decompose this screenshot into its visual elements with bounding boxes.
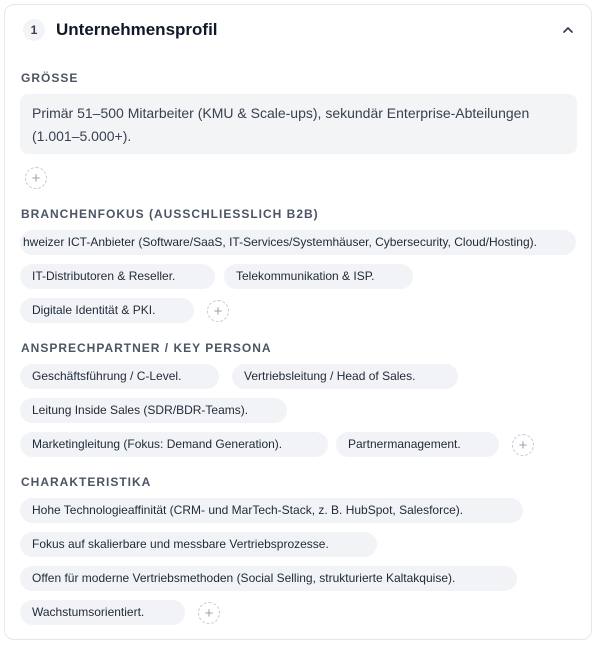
charakteristika-chip[interactable]: Offen für moderne Vertriebsmethoden (Social Selling, strukturierte Kaltakquise).	[20, 566, 517, 591]
branchenfokus-label: BRANCHENFOKUS (AUSSCHLIESSLICH B2B)	[21, 207, 319, 221]
branchenfokus-chip[interactable]: Telekommunikation & ISP.	[224, 264, 413, 289]
plus-icon: +	[213, 302, 223, 320]
persona-chip[interactable]: Vertriebsleitung / Head of Sales.	[232, 364, 458, 389]
persona-chip[interactable]: Geschäftsführung / C-Level.	[20, 364, 219, 389]
add-persona-button[interactable]	[512, 434, 534, 456]
step-number: 1	[23, 19, 45, 41]
charakteristika-chip[interactable]: Wachstumsorientiert.	[20, 600, 185, 625]
add-branchenfokus-button[interactable]	[207, 300, 229, 322]
persona-chip[interactable]: Leitung Inside Sales (SDR/BDR-Teams).	[20, 398, 287, 423]
charakteristika-chip[interactable]: Hohe Technologieaffinität (CRM- und MarTech-Stack, z. B. HubSpot, Salesforce).	[20, 498, 523, 523]
company-profile-card	[4, 4, 592, 640]
chevron-up-icon[interactable]	[561, 23, 575, 37]
plus-icon: +	[31, 169, 41, 187]
branchenfokus-chip[interactable]: Digitale Identität & PKI.	[20, 298, 194, 323]
section-title: Unternehmensprofil	[56, 20, 218, 39]
branchenfokus-chip[interactable]: IT-Distributoren & Reseller.	[20, 264, 215, 289]
persona-chip[interactable]: Partnermanagement.	[336, 432, 499, 457]
groesse-textbox[interactable]: Primär 51–500 Mitarbeiter (KMU & Scale-ups), sekundär Enterprise-Abteilungen (1.001–5.000+).	[20, 94, 577, 154]
add-groesse-button[interactable]	[25, 167, 47, 189]
persona-chip[interactable]: Marketingleitung (Fokus: Demand Generation).	[20, 432, 328, 457]
plus-icon: +	[204, 604, 214, 622]
ansprechpartner-label: ANSPRECHPARTNER / KEY PERSONA	[21, 341, 272, 355]
groesse-label: GRÖSSE	[21, 71, 79, 85]
section-header[interactable]	[5, 5, 591, 55]
add-charakteristika-button[interactable]	[198, 602, 220, 624]
charakteristika-label: CHARAKTERISTIKA	[21, 475, 152, 489]
charakteristika-chip[interactable]: Fokus auf skalierbare und messbare Vertriebsprozesse.	[20, 532, 377, 557]
branchenfokus-chip[interactable]: hweizer ICT-Anbieter (Software/SaaS, IT-Services/Systemhäuser, Cybersecurity, Cloud/Hosting).	[20, 230, 576, 255]
plus-icon: +	[518, 436, 528, 454]
